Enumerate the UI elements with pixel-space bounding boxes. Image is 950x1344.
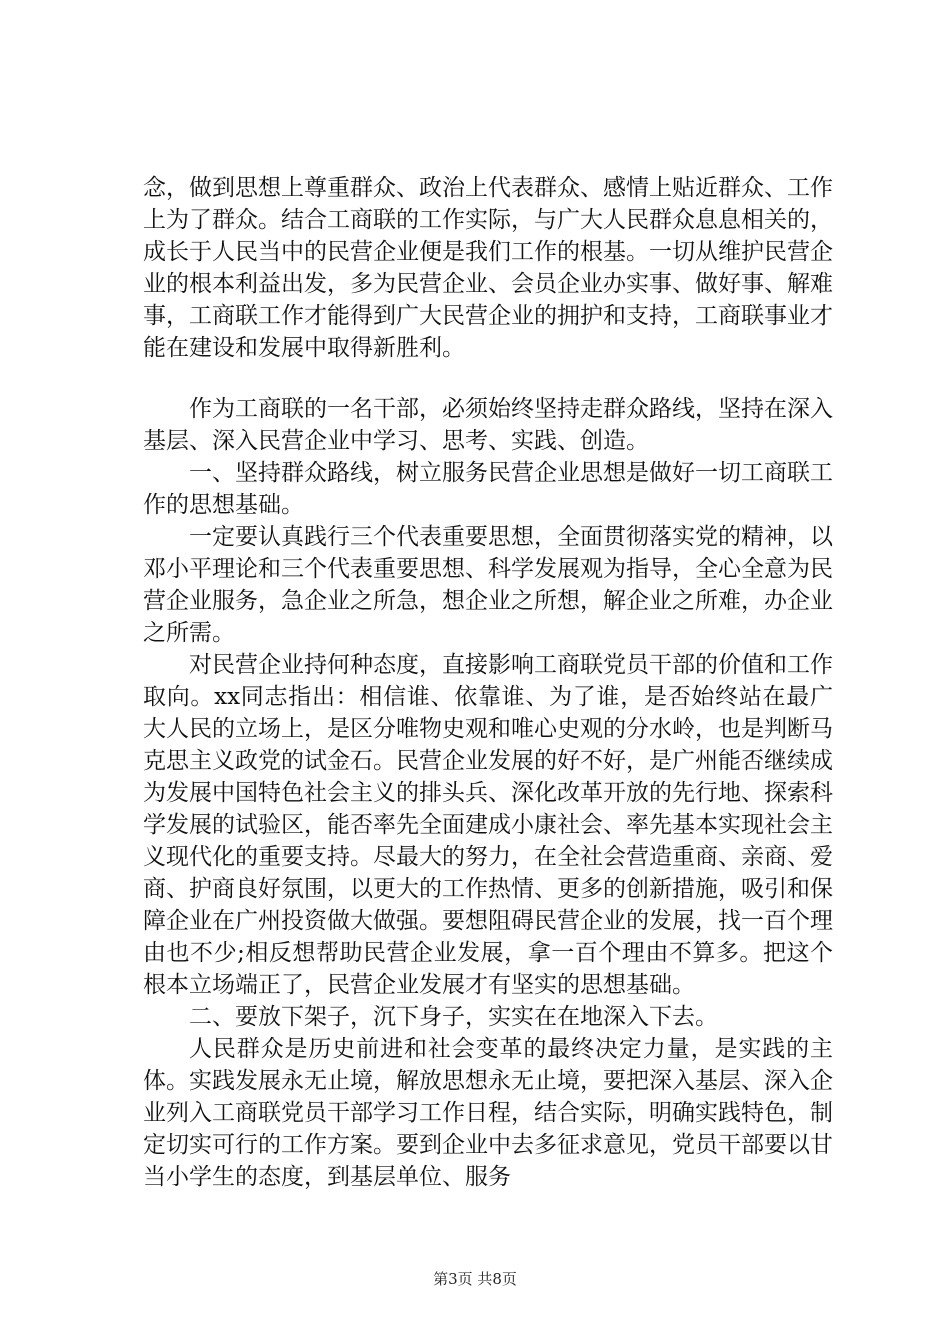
paragraph-attitude: 对民营企业持何种态度，直接影响工商联党员干部的价值和工作取向。xx同志指出：相信谁、依靠谁、为了谁，是否始终站在最广大人民的立场上，是区分唯物史观和唯心史观的分水岭，也是判断马克思主义政党的试金石。民营企业发展的好不好，是广州能否继续成为发展中国特色社会主义的排头兵、深化改革开放的先行地、探索科学发展的试验区，能否率先全面建成小康社会、率先基本实现社会主义现代化的重要支持。尽最大的努力，在全社会营造重商、亲商、爱商、护商良好氛围，以更大的工作热情、更多的创新措施，吸引和保障企业在广州投资做大做强。要想阻碍民营企业的发展，找一百个理由也不少;相反想帮助民营企业发展，拿一百个理由不算多。把这个根本立场端正了，民营企业发展才有坚实的思想基础。 <box>143 652 833 998</box>
document-body <box>143 172 833 1193</box>
paragraph-gap <box>143 364 833 393</box>
paragraph-people-masses: 人民群众是历史前进和社会变革的最终决定力量，是实践的主体。实践发展永无止境，解放思想永无止境，要把深入基层、深入企业列入工商联党员干部学习工作日程，结合实际，明确实践特色，制定切实可行的工作方案。要到企业中去多征求意见，党员干部要以甘当小学生的态度，到基层单位、服务 <box>143 1036 833 1190</box>
section-heading-1: 一、坚持群众路线，树立服务民营企业思想是做好一切工商联工作的思想基础。 <box>143 460 833 518</box>
section-heading-2: 二、要放下架子，沉下身子，实实在在地深入下去。 <box>189 1004 718 1030</box>
paragraph-three-represents: 一定要认真践行三个代表重要思想，全面贯彻落实党的精神，以邓小平理论和三个代表重要思想、科学发展观为指导，全心全意为民营企业服务，急企业之所急，想企业之所想，解企业之所难，办企业之所需。 <box>143 524 833 646</box>
paragraph-cadre-intro: 作为工商联的一名干部，必须始终坚持走群众路线，坚持在深入基层、深入民营企业中学习、思考、实践、创造。 <box>143 396 833 454</box>
paragraph-continuation: 念，做到思想上尊重群众、政治上代表群众、感情上贴近群众、工作上为了群众。结合工商联的工作实际，与广大人民群众息息相关的，成长于人民当中的民营企业便是我们工作的根基。一切从维护民营企业的根本利益出发，多为民营企业、会员企业办实事、做好事、解难事，工商联工作才能得到广大民营企业的拥护和支持，工商联事业才能在建设和发展中取得新胜利。 <box>143 175 833 361</box>
page-number-footer: 第3页 共8页 <box>433 1270 517 1288</box>
